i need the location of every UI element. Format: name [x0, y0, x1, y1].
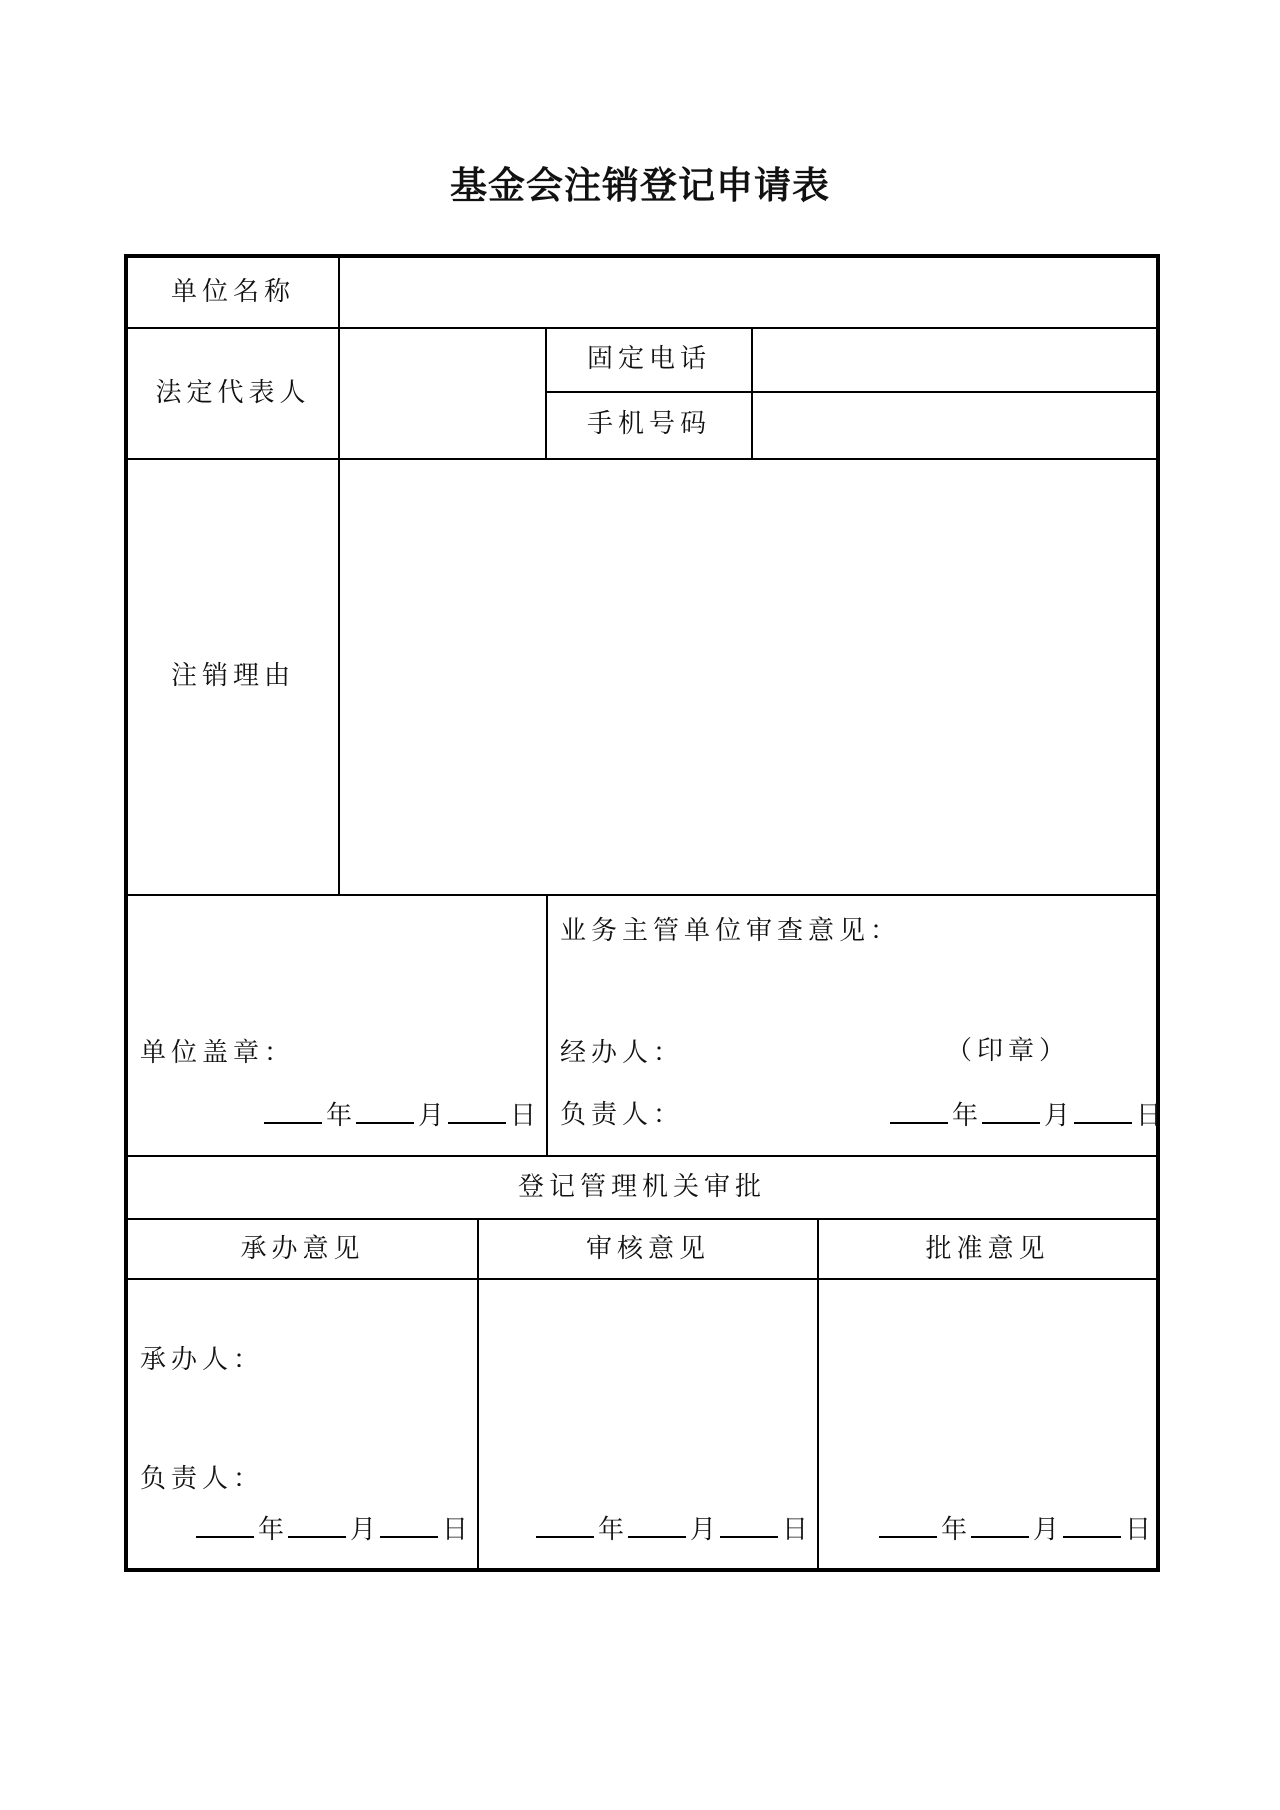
- supervisor-opinion-label: 业务主管单位审查意见：: [560, 916, 902, 946]
- year-blank[interactable]: [890, 1098, 948, 1124]
- legal-rep-field[interactable]: [341, 329, 545, 458]
- review-date: [532, 1512, 808, 1547]
- column-divider: [338, 258, 340, 896]
- year-blank[interactable]: [879, 1512, 937, 1538]
- year-blank[interactable]: [264, 1098, 322, 1124]
- reason-field[interactable]: [341, 460, 1156, 894]
- row-divider: [128, 1218, 1156, 1220]
- year-label: 年: [598, 1515, 625, 1545]
- month-blank[interactable]: [982, 1098, 1040, 1124]
- day-blank[interactable]: [1074, 1098, 1132, 1124]
- landline-field[interactable]: [754, 329, 1156, 391]
- month-label: 月: [350, 1515, 377, 1545]
- landline-label: 固定电话: [586, 344, 711, 374]
- reason-label: 注销理由: [170, 661, 295, 691]
- approval-handler-label: 承办人：: [140, 1345, 265, 1375]
- supervisor-date: [886, 1098, 1162, 1133]
- approve-opinion-field[interactable]: [819, 1280, 1156, 1500]
- year-label: 年: [941, 1515, 968, 1545]
- column-divider: [751, 327, 753, 460]
- year-label: 年: [326, 1101, 353, 1131]
- year-blank[interactable]: [536, 1512, 594, 1538]
- month-blank[interactable]: [288, 1512, 346, 1538]
- year-label: 年: [952, 1101, 979, 1131]
- handling-date: [192, 1512, 468, 1547]
- month-label: 月: [1033, 1515, 1060, 1545]
- day-label: 日: [442, 1515, 469, 1545]
- approval-responsible-label: 负责人：: [140, 1464, 265, 1494]
- unit-seal-date: [260, 1098, 536, 1133]
- year-blank[interactable]: [196, 1512, 254, 1538]
- month-label: 月: [418, 1101, 445, 1131]
- day-label: 日: [1136, 1101, 1163, 1131]
- year-label: 年: [258, 1515, 285, 1545]
- day-label: 日: [1125, 1515, 1152, 1545]
- day-blank[interactable]: [720, 1512, 778, 1538]
- row-divider: [128, 894, 1156, 896]
- month-blank[interactable]: [628, 1512, 686, 1538]
- month-label: 月: [690, 1515, 717, 1545]
- approve-opinion-header: 批准意见: [925, 1234, 1050, 1264]
- approval-section-title: 登记管理机关审批: [517, 1172, 766, 1202]
- review-opinion-header: 审核意见: [585, 1234, 710, 1264]
- unit-seal-label: 单位盖章：: [140, 1038, 296, 1068]
- day-label: 日: [510, 1101, 537, 1131]
- handling-opinion-header: 承办意见: [240, 1234, 365, 1264]
- approve-date: [875, 1512, 1151, 1547]
- stamp-label: （印章）: [946, 1036, 1071, 1066]
- mobile-field[interactable]: [754, 393, 1156, 458]
- handler-label: 经办人：: [560, 1038, 685, 1068]
- day-blank[interactable]: [448, 1098, 506, 1124]
- org-name-field[interactable]: [341, 258, 1156, 327]
- review-opinion-field[interactable]: [479, 1280, 817, 1500]
- page-title: 基金会注销登记申请表: [450, 164, 830, 207]
- month-label: 月: [1044, 1101, 1071, 1131]
- day-blank[interactable]: [1063, 1512, 1121, 1538]
- mobile-label: 手机号码: [586, 409, 711, 439]
- legal-rep-label: 法定代表人: [155, 378, 311, 408]
- day-blank[interactable]: [380, 1512, 438, 1538]
- day-label: 日: [782, 1515, 809, 1545]
- month-blank[interactable]: [971, 1512, 1029, 1538]
- application-form: [124, 254, 1163, 1572]
- row-divider: [128, 1155, 1156, 1157]
- column-divider: [546, 894, 548, 1157]
- month-blank[interactable]: [356, 1098, 414, 1124]
- responsible-label: 负责人：: [560, 1100, 685, 1130]
- org-name-label: 单位名称: [170, 277, 295, 307]
- handling-opinion-field[interactable]: [128, 1280, 477, 1470]
